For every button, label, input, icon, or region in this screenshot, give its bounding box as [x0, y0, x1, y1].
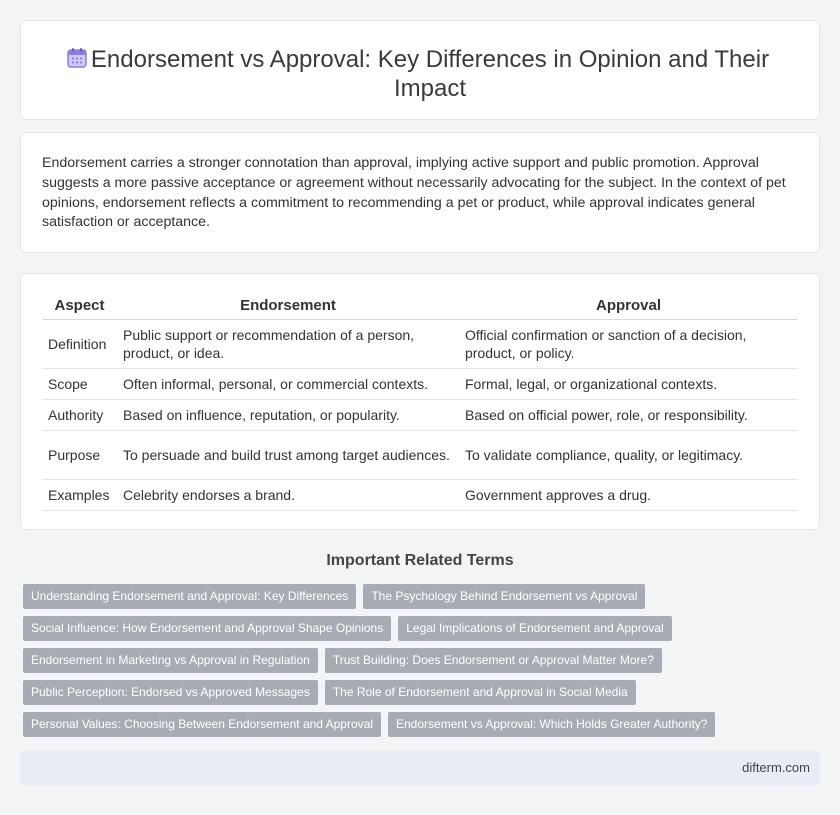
row-approval: To validate compliance, quality, or legitimacy.: [459, 430, 798, 479]
comparison-table: [42, 293, 798, 511]
table-row: [42, 430, 798, 479]
row-endorsement: Public support or recommendation of a person, product, or idea.: [117, 319, 459, 368]
tag-row: [23, 584, 645, 609]
row-endorsement: Based on influence, reputation, or popularity.: [117, 399, 459, 430]
row-aspect: Definition: [42, 319, 117, 368]
related-term-link[interactable]: Trust Building: Does Endorsement or Approval Matter More?: [325, 648, 662, 673]
header-approval: Approval: [459, 293, 798, 319]
row-endorsement: Often informal, personal, or commercial contexts.: [117, 368, 459, 399]
footer: [20, 751, 820, 785]
row-aspect: Purpose: [42, 430, 117, 479]
row-approval: Official confirmation or sanction of a decision, product, or policy.: [459, 319, 798, 368]
footer-brand[interactable]: difterm.com: [742, 760, 810, 775]
summary-text: Endorsement carries a stronger connotation than approval, implying active support and public promotion. Approval suggests a more passive acceptance or agreement without necessarily advocating for the subject. In the context of pet opinions, endorsement reflects a commitment to recommending a pet or product, while approval indicates general satisfaction or acceptance.: [42, 155, 786, 231]
header-endorsement: Endorsement: [117, 293, 459, 319]
tag-row: [23, 680, 636, 705]
related-term-link[interactable]: Understanding Endorsement and Approval: Key Differences: [23, 584, 356, 609]
related-term-link[interactable]: Legal Implications of Endorsement and Approval: [398, 616, 672, 641]
row-approval: Formal, legal, or organizational contexts.: [459, 368, 798, 399]
table-header-row: [42, 293, 798, 319]
row-aspect: Scope: [42, 368, 117, 399]
table-row: [42, 479, 798, 510]
tag-row: [23, 648, 662, 673]
related-term-link[interactable]: Endorsement in Marketing vs Approval in Regulation: [23, 648, 318, 673]
summary-card: [20, 132, 820, 253]
page-title: Endorsement vs Approval: Key Differences in Opinion and Their Impact: [90, 46, 770, 102]
table-row: [42, 319, 798, 368]
row-endorsement: To persuade and build trust among target audiences.: [117, 430, 459, 479]
related-term-link[interactable]: Personal Values: Choosing Between Endorsement and Approval: [23, 712, 381, 737]
related-term-link[interactable]: The Role of Endorsement and Approval in Social Media: [325, 680, 636, 705]
related-term-link[interactable]: The Psychology Behind Endorsement vs Approval: [363, 584, 645, 609]
header-aspect: Aspect: [42, 293, 117, 319]
comparison-card: [20, 273, 820, 530]
row-aspect: Authority: [42, 399, 117, 430]
row-aspect: Examples: [42, 479, 117, 510]
related-term-link[interactable]: Social Influence: How Endorsement and Approval Shape Opinions: [23, 616, 391, 641]
related-term-link[interactable]: Public Perception: Endorsed vs Approved Messages: [23, 680, 318, 705]
related-term-link[interactable]: Endorsement vs Approval: Which Holds Greater Authority?: [388, 712, 715, 737]
tag-row: [23, 616, 672, 641]
tag-row: [23, 712, 715, 737]
table-row: [42, 368, 798, 399]
row-approval: Based on official power, role, or responsibility.: [459, 399, 798, 430]
header-card: [20, 20, 820, 120]
table-row: [42, 399, 798, 430]
row-approval: Government approves a drug.: [459, 479, 798, 510]
related-terms-title: Important Related Terms: [326, 552, 514, 569]
row-endorsement: Celebrity endorses a brand.: [117, 479, 459, 510]
